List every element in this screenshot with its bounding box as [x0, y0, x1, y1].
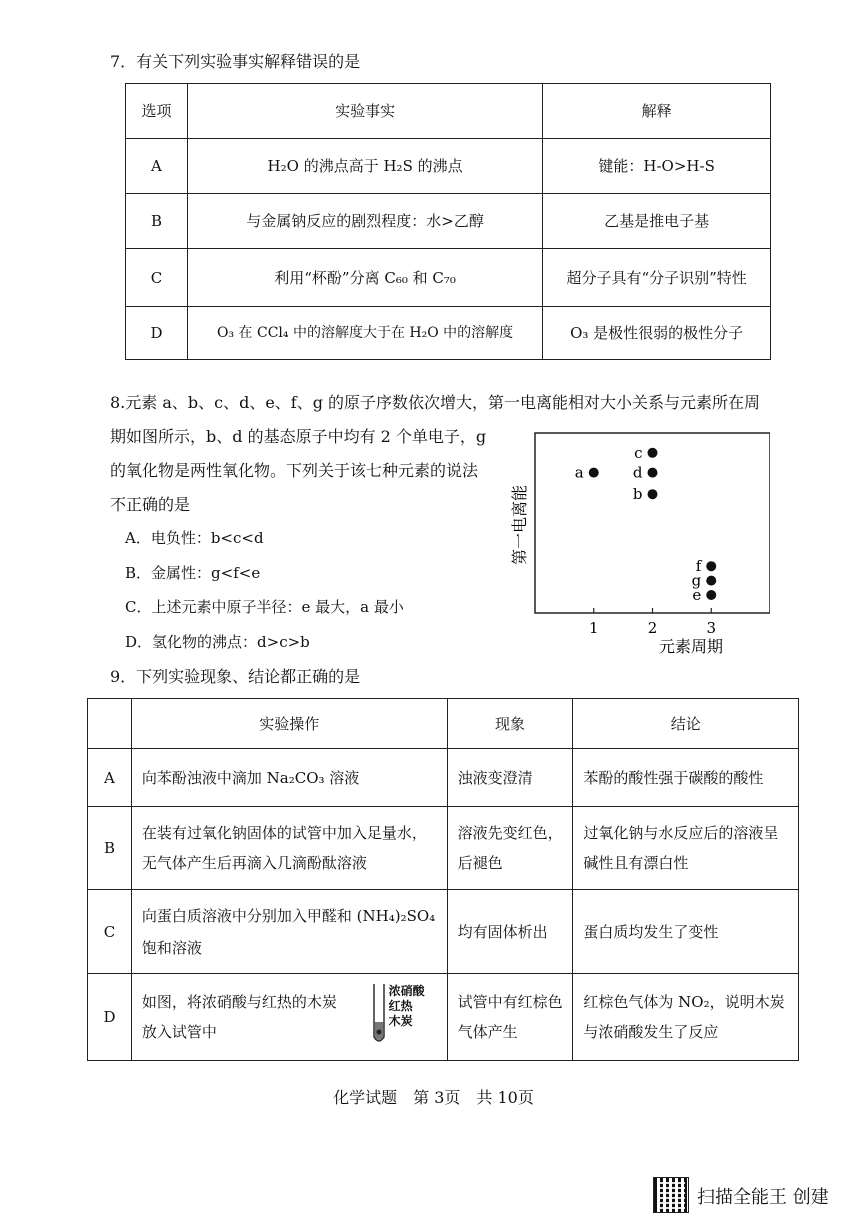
fact-cell: 利用“杯酚”分离 C₆₀ 和 C₇₀ — [187, 249, 542, 307]
option-cell: C — [88, 890, 132, 974]
header-cell: 选项 — [126, 84, 188, 139]
point-label-a: a — [574, 463, 584, 482]
point-g — [706, 576, 716, 586]
y-axis-label: 第一电离能 — [510, 484, 529, 566]
point-label-e: e — [692, 586, 702, 604]
operation-text: 如图，将浓硝酸与红热的木炭放入试管中 — [141, 993, 337, 1041]
q8-line1: 8.元素 a、b、c、d、e、f、g 的原子序数依次增大，第一电离能相对大小关系与元素所在周 — [110, 393, 761, 412]
q9-title: 9．下列实验现象、结论都正确的是 — [110, 667, 361, 686]
point-f — [706, 561, 716, 571]
header-cell: 实验操作 — [131, 699, 447, 749]
tube-label: 木炭 — [388, 1014, 413, 1028]
q7-title: 7．有关下列实验事实解释错误的是 — [110, 52, 361, 71]
x-tick-label: 2 — [647, 619, 658, 637]
conclusion-cell: 红棕色气体为 NO₂，说明木炭与浓硝酸发生了反应 — [573, 974, 799, 1061]
test-tube-icon — [369, 982, 389, 1048]
x-tick-label: 3 — [706, 619, 717, 637]
point-c — [648, 448, 658, 458]
scanner-watermark: 扫描全能王 创建 — [697, 1187, 829, 1208]
x-tick-label: 1 — [588, 619, 599, 637]
phenomenon-cell: 试管中有红棕色气体产生 — [447, 974, 573, 1061]
fact-cell: H₂O 的沸点高于 H₂S 的沸点 — [187, 139, 542, 194]
explanation-cell: 乙基是推电子基 — [543, 194, 771, 249]
operation-cell: 在装有过氧化钠固体的试管中加入足量水，无气体产生后再滴入几滴酚酞溶液 — [131, 807, 447, 890]
option-cell: A — [126, 139, 188, 194]
phenomenon-cell: 溶液先变红色，后褪色 — [447, 807, 573, 890]
table-header-row — [126, 84, 771, 139]
test-tube-figure — [369, 982, 439, 1050]
chart-frame — [535, 433, 770, 613]
conclusion-cell: 蛋白质均发生了变性 — [573, 890, 799, 974]
q7-table — [125, 83, 771, 360]
table-row — [88, 974, 799, 1061]
operation-cell: 向苯酚浊液中滴加 Na₂CO₃ 溶液 — [131, 749, 447, 807]
point-label-g: g — [691, 571, 702, 590]
tube-labels — [389, 984, 425, 1029]
point-label-d: d — [632, 463, 643, 482]
point-e — [706, 590, 716, 600]
table-row — [88, 807, 799, 890]
table-row — [126, 194, 771, 249]
point-a — [589, 468, 599, 478]
phenomenon-cell: 浊液变澄清 — [447, 749, 573, 807]
table-header-row — [88, 699, 799, 749]
option-cell: D — [126, 307, 188, 360]
header-cell: 实验事实 — [187, 84, 542, 139]
q8-option-a: A．电负性：b<c<d — [125, 529, 264, 547]
tube-label: 浓硝酸 — [388, 984, 425, 998]
option-cell: D — [88, 974, 132, 1061]
fact-cell: O₃ 在 CCl₄ 中的溶解度大于在 H₂O 中的溶解度 — [187, 307, 542, 360]
q8-option-c: C．上述元素中原子半径：e 最大，a 最小 — [125, 598, 404, 616]
header-cell — [88, 699, 132, 749]
operation-cell — [131, 974, 447, 1061]
q8-line2: 期如图所示，b、d 的基态原子中均有 2 个单电子，g — [110, 427, 487, 446]
page-footer: 化学试题 第 3页 共 10页 — [333, 1088, 534, 1107]
header-cell: 结论 — [573, 699, 799, 749]
point-label-c: c — [634, 443, 643, 462]
option-cell: A — [88, 749, 132, 807]
table-row — [88, 749, 799, 807]
x-axis-label: 元素周期 — [658, 637, 724, 656]
table-row — [126, 139, 771, 194]
q8-option-b: B．金属性：g<f<e — [125, 564, 261, 582]
conclusion-cell: 过氧化钠与水反应后的溶液呈碱性且有漂白性 — [573, 807, 799, 890]
operation-cell: 向蛋白质溶液中分别加入甲醛和 (NH₄)₂SO₄ 饱和溶液 — [131, 890, 447, 974]
point-b — [648, 489, 658, 499]
option-cell: C — [126, 249, 188, 307]
conclusion-cell: 苯酚的酸性强于碳酸的酸性 — [573, 749, 799, 807]
header-cell: 现象 — [447, 699, 573, 749]
fact-cell: 与金属钠反应的剧烈程度：水>乙醇 — [187, 194, 542, 249]
q8-option-d: D．氢化物的沸点：d>c>b — [125, 633, 310, 651]
option-cell: B — [88, 807, 132, 890]
table-row — [126, 249, 771, 307]
explanation-cell: 超分子具有“分子识别”特性 — [543, 249, 771, 307]
explanation-cell: O₃ 是极性很弱的极性分子 — [543, 307, 771, 360]
option-cell: B — [126, 194, 188, 249]
ionization-energy-chart — [505, 425, 770, 665]
q9-table — [87, 698, 799, 1061]
point-label-f: f — [695, 557, 702, 576]
q8-line3: 的氧化物是两性氧化物。下列关于该七种元素的说法 — [110, 461, 479, 480]
table-row — [88, 890, 799, 974]
qr-code-icon — [653, 1177, 689, 1213]
point-d — [648, 468, 658, 478]
tube-label: 红热 — [388, 999, 413, 1013]
point-label-b: b — [632, 485, 643, 504]
explanation-cell: 键能：H-O>H-S — [543, 139, 771, 194]
q8-line4: 不正确的是 — [110, 495, 191, 514]
table-row — [126, 307, 771, 360]
phenomenon-cell: 均有固体析出 — [447, 890, 573, 974]
header-cell: 解释 — [543, 84, 771, 139]
